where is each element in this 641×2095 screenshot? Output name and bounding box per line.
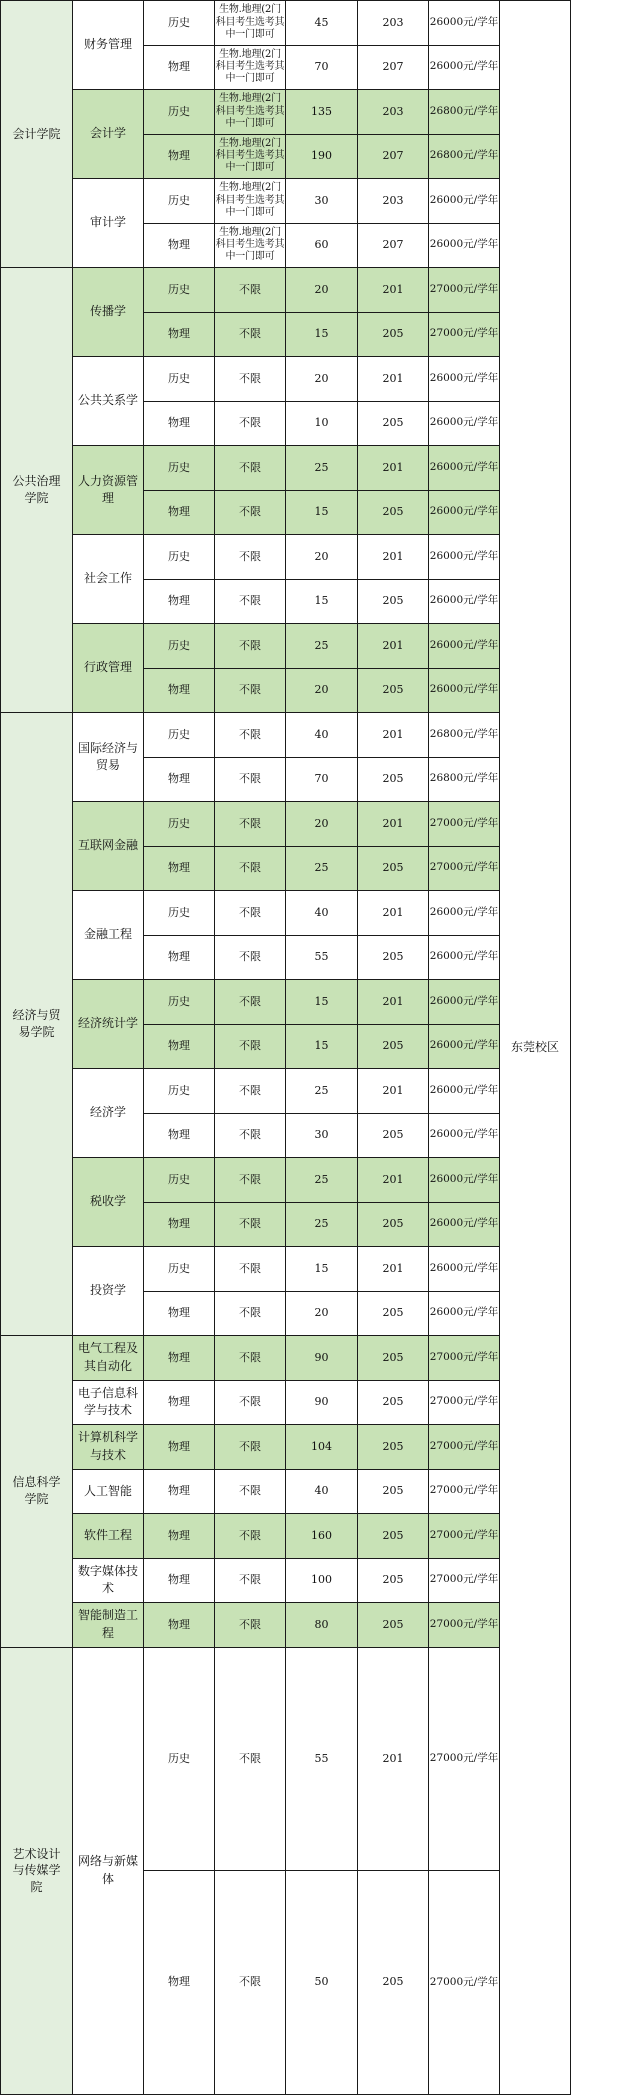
requirement-cell: 不限 [215,446,286,491]
tuition-cell: 26000元/学年 [429,223,500,268]
group-code-cell: 205 [358,846,429,891]
group-code-cell: 201 [358,1158,429,1203]
group-code-cell: 205 [358,1113,429,1158]
college-name: 会计学院 [1,1,73,268]
subject-cell: 历史 [144,802,215,847]
requirement-cell: 不限 [215,1024,286,1069]
requirement-cell: 不限 [215,1247,286,1292]
requirement-cell: 不限 [215,1336,286,1381]
plan-count-cell: 80 [286,1603,358,1648]
plan-count-cell: 20 [286,668,358,713]
requirement-cell: 生物.地理(2门科目考生选考其中一门即可 [215,179,286,224]
tuition-cell: 27000元/学年 [429,1603,500,1648]
group-code-cell: 203 [358,179,429,224]
subject-cell: 物理 [144,1336,215,1381]
requirement-cell: 不限 [215,668,286,713]
tuition-cell: 26000元/学年 [429,579,500,624]
requirement-cell: 不限 [215,357,286,402]
subject-cell: 物理 [144,1469,215,1514]
subject-cell: 物理 [144,1425,215,1470]
major-name: 智能制造工程 [73,1603,144,1648]
group-code-cell: 203 [358,90,429,135]
plan-count-cell: 15 [286,980,358,1025]
requirement-cell: 不限 [215,624,286,669]
major-name: 财务管理 [73,1,144,90]
subject-cell: 历史 [144,1069,215,1114]
group-code-cell: 205 [358,1469,429,1514]
tuition-cell: 26000元/学年 [429,401,500,446]
plan-count-cell: 10 [286,401,358,446]
requirement-cell: 不限 [215,1425,286,1470]
major-name: 税收学 [73,1158,144,1247]
college-name: 信息科学学院 [1,1336,73,1648]
plan-count-cell: 40 [286,713,358,758]
plan-count-cell: 50 [286,1871,358,2095]
tuition-cell: 27000元/学年 [429,846,500,891]
group-code-cell: 205 [358,1024,429,1069]
plan-count-cell: 25 [286,1158,358,1203]
major-name: 电气工程及其自动化 [73,1336,144,1381]
group-code-cell: 201 [358,357,429,402]
tuition-cell: 27000元/学年 [429,1558,500,1603]
plan-count-cell: 25 [286,624,358,669]
group-code-cell: 205 [358,312,429,357]
subject-cell: 物理 [144,1291,215,1336]
requirement-cell: 不限 [215,1069,286,1114]
plan-count-cell: 15 [286,312,358,357]
tuition-cell: 26000元/学年 [429,1291,500,1336]
subject-cell: 物理 [144,45,215,90]
tuition-cell: 26000元/学年 [429,980,500,1025]
plan-count-cell: 20 [286,535,358,580]
subject-cell: 历史 [144,891,215,936]
subject-cell: 历史 [144,1247,215,1292]
tuition-cell: 26000元/学年 [429,1069,500,1114]
subject-cell: 历史 [144,446,215,491]
college-name: 艺术设计与传媒学院 [1,1647,73,2095]
tuition-cell: 26000元/学年 [429,935,500,980]
tuition-cell: 26000元/学年 [429,1202,500,1247]
subject-cell: 历史 [144,1647,215,1871]
subject-cell: 物理 [144,1113,215,1158]
tuition-cell: 26000元/学年 [429,1,500,46]
group-code-cell: 201 [358,802,429,847]
major-name: 经济统计学 [73,980,144,1069]
requirement-cell: 不限 [215,1469,286,1514]
group-code-cell: 207 [358,45,429,90]
plan-count-cell: 100 [286,1558,358,1603]
college-name: 经济与贸易学院 [1,713,73,1336]
group-code-cell: 201 [358,713,429,758]
group-code-cell: 207 [358,134,429,179]
tuition-cell: 26000元/学年 [429,668,500,713]
requirement-cell: 不限 [215,535,286,580]
group-code-cell: 205 [358,668,429,713]
group-code-cell: 201 [358,1247,429,1292]
subject-cell: 历史 [144,179,215,224]
tuition-cell: 26800元/学年 [429,134,500,179]
subject-cell: 物理 [144,1380,215,1425]
group-code-cell: 205 [358,935,429,980]
subject-cell: 历史 [144,624,215,669]
requirement-cell: 不限 [215,891,286,936]
tuition-cell: 26000元/学年 [429,357,500,402]
plan-count-cell: 15 [286,490,358,535]
subject-cell: 物理 [144,401,215,446]
subject-cell: 历史 [144,1158,215,1203]
requirement-cell: 不限 [215,980,286,1025]
plan-count-cell: 20 [286,1291,358,1336]
plan-count-cell: 70 [286,45,358,90]
major-name: 行政管理 [73,624,144,713]
plan-count-cell: 55 [286,1647,358,1871]
subject-cell: 物理 [144,312,215,357]
plan-count-cell: 60 [286,223,358,268]
major-name: 计算机科学与技术 [73,1425,144,1470]
requirement-cell: 不限 [215,490,286,535]
tuition-cell: 27000元/学年 [429,312,500,357]
subject-cell: 物理 [144,757,215,802]
major-name: 互联网金融 [73,802,144,891]
plan-count-cell: 104 [286,1425,358,1470]
subject-cell: 物理 [144,846,215,891]
plan-count-cell: 25 [286,1202,358,1247]
group-code-cell: 201 [358,535,429,580]
plan-count-cell: 15 [286,1247,358,1292]
requirement-cell: 生物.地理(2门科目考生选考其中一门即可 [215,223,286,268]
group-code-cell: 205 [358,757,429,802]
subject-cell: 历史 [144,535,215,580]
group-code-cell: 205 [358,1291,429,1336]
requirement-cell: 不限 [215,713,286,758]
requirement-cell: 不限 [215,1158,286,1203]
subject-cell: 历史 [144,357,215,402]
requirement-cell: 不限 [215,1647,286,1871]
plan-count-cell: 70 [286,757,358,802]
major-name: 会计学 [73,90,144,179]
major-name: 社会工作 [73,535,144,624]
subject-cell: 物理 [144,1603,215,1648]
subject-cell: 物理 [144,1202,215,1247]
group-code-cell: 201 [358,1069,429,1114]
group-code-cell: 205 [358,1558,429,1603]
subject-cell: 历史 [144,980,215,1025]
group-code-cell: 201 [358,268,429,313]
requirement-cell: 生物.地理(2门科目考生选考其中一门即可 [215,134,286,179]
requirement-cell: 不限 [215,1558,286,1603]
major-name: 电子信息科学与技术 [73,1380,144,1425]
group-code-cell: 205 [358,1202,429,1247]
plan-count-cell: 190 [286,134,358,179]
tuition-cell: 26000元/学年 [429,1024,500,1069]
tuition-cell: 26000元/学年 [429,179,500,224]
tuition-cell: 27000元/学年 [429,1425,500,1470]
tuition-cell: 27000元/学年 [429,1647,500,1871]
tuition-cell: 26800元/学年 [429,713,500,758]
subject-cell: 物理 [144,134,215,179]
subject-cell: 物理 [144,1558,215,1603]
tuition-cell: 27000元/学年 [429,1514,500,1559]
tuition-cell: 26800元/学年 [429,90,500,135]
campus-name: 东莞校区 [500,1,571,2095]
tuition-cell: 26000元/学年 [429,446,500,491]
requirement-cell: 不限 [215,1871,286,2095]
group-code-cell: 205 [358,401,429,446]
major-name: 人力资源管理 [73,446,144,535]
group-code-cell: 205 [358,1336,429,1381]
group-code-cell: 205 [358,1514,429,1559]
subject-cell: 物理 [144,1871,215,2095]
requirement-cell: 不限 [215,401,286,446]
plan-count-cell: 30 [286,179,358,224]
tuition-cell: 27000元/学年 [429,1469,500,1514]
tuition-cell: 26000元/学年 [429,891,500,936]
plan-count-cell: 20 [286,357,358,402]
group-code-cell: 203 [358,1,429,46]
group-code-cell: 205 [358,1425,429,1470]
group-code-cell: 201 [358,1647,429,1871]
subject-cell: 历史 [144,1,215,46]
plan-count-cell: 90 [286,1380,358,1425]
plan-count-cell: 20 [286,268,358,313]
major-name: 国际经济与贸易 [73,713,144,802]
tuition-cell: 26000元/学年 [429,1158,500,1203]
table-row [1,1,641,46]
group-code-cell: 201 [358,446,429,491]
requirement-cell: 不限 [215,1603,286,1648]
tuition-cell: 27000元/学年 [429,802,500,847]
requirement-cell: 生物.地理(2门科目考生选考其中一门即可 [215,90,286,135]
plan-count-cell: 25 [286,846,358,891]
group-code-cell: 207 [358,223,429,268]
requirement-cell: 不限 [215,1514,286,1559]
tuition-cell: 27000元/学年 [429,1380,500,1425]
major-name: 投资学 [73,1247,144,1336]
tuition-cell: 27000元/学年 [429,268,500,313]
college-name: 公共治理学院 [1,268,73,713]
tuition-cell: 26000元/学年 [429,1247,500,1292]
plan-count-cell: 45 [286,1,358,46]
plan-count-cell: 40 [286,891,358,936]
group-code-cell: 201 [358,980,429,1025]
requirement-cell: 不限 [215,268,286,313]
column-gap [571,1,641,2095]
major-name: 传播学 [73,268,144,357]
plan-count-cell: 55 [286,935,358,980]
tuition-cell: 26000元/学年 [429,45,500,90]
requirement-cell: 不限 [215,935,286,980]
tuition-cell: 26000元/学年 [429,490,500,535]
tuition-cell: 26000元/学年 [429,624,500,669]
requirement-cell: 不限 [215,1291,286,1336]
plan-count-cell: 90 [286,1336,358,1381]
subject-cell: 物理 [144,1024,215,1069]
subject-cell: 历史 [144,90,215,135]
group-code-cell: 201 [358,891,429,936]
tuition-cell: 26800元/学年 [429,757,500,802]
major-name: 公共关系学 [73,357,144,446]
requirement-cell: 不限 [215,757,286,802]
plan-count-cell: 20 [286,802,358,847]
major-name: 人工智能 [73,1469,144,1514]
group-code-cell: 205 [358,1380,429,1425]
requirement-cell: 不限 [215,579,286,624]
subject-cell: 物理 [144,668,215,713]
major-name: 金融工程 [73,891,144,980]
group-code-cell: 205 [358,1603,429,1648]
major-name: 数字媒体技术 [73,1558,144,1603]
major-name: 软件工程 [73,1514,144,1559]
plan-count-cell: 15 [286,579,358,624]
tuition-cell: 27000元/学年 [429,1871,500,2095]
subject-cell: 物理 [144,1514,215,1559]
subject-cell: 物理 [144,490,215,535]
requirement-cell: 不限 [215,312,286,357]
tuition-cell: 27000元/学年 [429,1336,500,1381]
plan-count-cell: 160 [286,1514,358,1559]
requirement-cell: 生物.地理(2门科目考生选考其中一门即可 [215,1,286,46]
group-code-cell: 205 [358,1871,429,2095]
major-name: 审计学 [73,179,144,268]
plan-count-cell: 30 [286,1113,358,1158]
subject-cell: 物理 [144,223,215,268]
subject-cell: 物理 [144,579,215,624]
requirement-cell: 不限 [215,1113,286,1158]
subject-cell: 物理 [144,935,215,980]
major-name: 经济学 [73,1069,144,1158]
tuition-cell: 26000元/学年 [429,535,500,580]
plan-count-cell: 25 [286,446,358,491]
requirement-cell: 不限 [215,802,286,847]
plan-count-cell: 135 [286,90,358,135]
group-code-cell: 205 [358,490,429,535]
group-code-cell: 201 [358,624,429,669]
plan-count-cell: 25 [286,1069,358,1114]
subject-cell: 历史 [144,268,215,313]
plan-count-cell: 15 [286,1024,358,1069]
requirement-cell: 生物.地理(2门科目考生选考其中一门即可 [215,45,286,90]
requirement-cell: 不限 [215,1380,286,1425]
plan-count-cell: 40 [286,1469,358,1514]
subject-cell: 历史 [144,713,215,758]
requirement-cell: 不限 [215,1202,286,1247]
tuition-cell: 26000元/学年 [429,1113,500,1158]
major-name: 网络与新媒体 [73,1647,144,2095]
requirement-cell: 不限 [215,846,286,891]
group-code-cell: 205 [358,579,429,624]
